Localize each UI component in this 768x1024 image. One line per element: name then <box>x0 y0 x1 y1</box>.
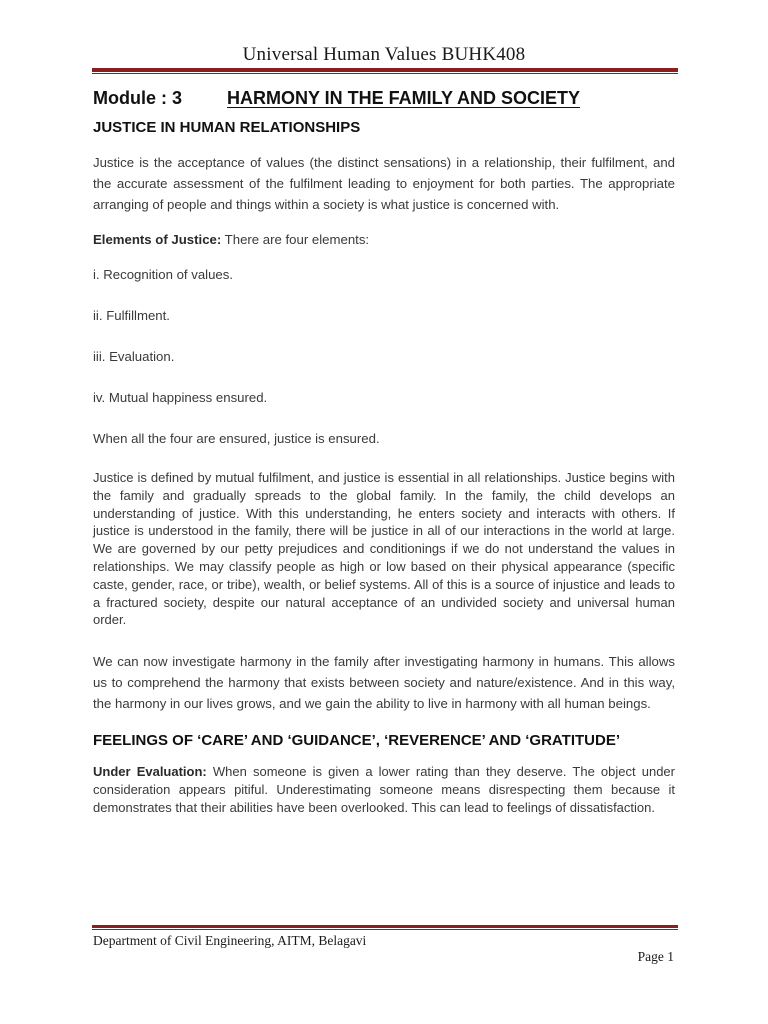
justice-paragraph-3: We can now investigate harmony in the family after investigating harmony in humans. This allows us to comprehend the harmony that exists between society and nature/existence. And in this way, the harmony in our lives grows, and we gain the ability to live in harmony with all human beings. <box>93 654 675 712</box>
module-title: HARMONY IN THE FAMILY AND SOCIETY <box>227 88 581 108</box>
module-label: Module : 3 <box>93 88 182 108</box>
justice-paragraph-2: Justice is defined by mutual fulfilment, and justice is essential in all relationships. Justice begins with the family and gradually spreads to the global family. In the family, the child develops an understanding of justice. With this understanding, he enters society and interacts with others. If justice is understood in the family, there will be justice in all of our interactions in the world at large. We are governed by our petty prejudices and conditionings if we do not understand the values in relationships. We may classify people as high or low based on their physical appearance (specific caste, gender, race, or tribe), wealth, or belief systems. All of this is a source of injustice and leads to a fractured society, despite our natural acceptance of an undivided society and universal human order. <box>93 470 675 628</box>
page-content <box>93 88 675 817</box>
justice-ensured-text: When all the four are ensured, justice is ensured. <box>93 431 380 446</box>
module-heading <box>93 88 675 109</box>
under-evaluation-label: Under Evaluation: <box>93 764 207 780</box>
footer-department: Department of Civil Engineering, AITM, Belagavi <box>93 933 367 948</box>
page-number: Page 1 <box>637 949 674 964</box>
list-item: i. Recognition of values. <box>93 267 234 282</box>
list-item: ii. Fulfillment. <box>93 308 170 323</box>
justice-intro-paragraph: Justice is the acceptance of values (the distinct sensations) in a relationship, their fulfilment, and the accurate assessment of the fulfilment leading to enjoyment for both parties. The appropriate arranging of people and things within a society is what justice is concerned with. <box>93 155 675 212</box>
under-evaluation-paragraph <box>93 763 675 816</box>
list-item: iii. Evaluation. <box>93 349 175 364</box>
section-heading-justice: JUSTICE IN HUMAN RELATIONSHIPS <box>93 119 361 136</box>
footer-rule <box>92 925 678 928</box>
header-rule <box>92 68 678 72</box>
footer-rule-thin <box>92 929 678 930</box>
elements-text: There are four elements: <box>221 232 370 247</box>
header-title: Universal Human Values BUHK408 <box>242 44 526 65</box>
elements-of-justice <box>93 229 675 250</box>
under-evaluation-text: When someone is given a lower rating than they deserve. The object under consideration appears pitiful. Underestimating someone means disrespecting them because it demonstrates that their abilities have been overlooked. This can lead to feelings of dissatisfaction. <box>93 764 675 815</box>
elements-label: Elements of Justice: <box>93 232 222 247</box>
section-heading-feelings: FEELINGS OF ‘CARE’ AND ‘GUIDANCE’, ‘REVERENCE’ AND ‘GRATITUDE’ <box>93 732 620 750</box>
list-item: iv. Mutual happiness ensured. <box>93 390 268 405</box>
header-rule-thin <box>92 73 678 74</box>
